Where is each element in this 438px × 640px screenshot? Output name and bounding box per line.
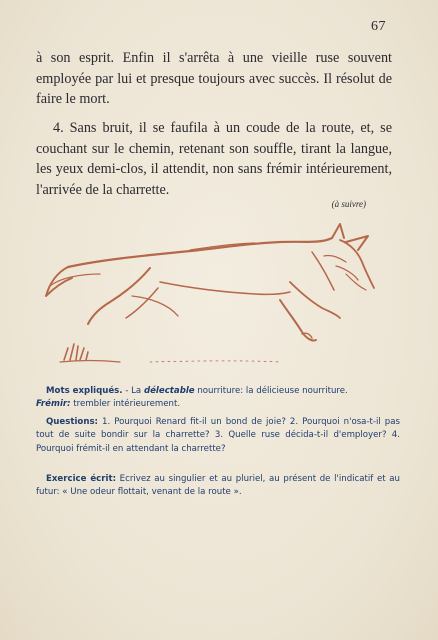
vocabulary-term: délectable <box>143 386 195 396</box>
written-exercise-block <box>36 473 400 500</box>
questions-block <box>36 416 400 456</box>
vocabulary-notes: Mots expliqués. - La délectable nourriture: la délicieuse nourriture. Frémir: trembler intérieurement. <box>36 386 348 410</box>
story-paragraph-2: 4. Sans bruit, il se faufila à un coude de la route, et, se couchant sur le chemin, retenant son souffle, tirant la langue, les yeux demi-clos, il attendit, non sans frémir intérieurement, l'arrivée de la charrette. <box>36 120 392 198</box>
questions-text: 1. Pourquoi Renard fit-il un bond de joie? 2. Pourquoi n'osa-t-il pas tout de suite bondir sur la charrette? 3. Quelle ruse décida-t-il d'employer? 4. Pourquoi frémit-il en attendant la charrette? <box>36 417 400 454</box>
to-be-continued-note: (à suivre) <box>331 199 366 209</box>
fox-lying-illustration <box>40 222 390 372</box>
exercise-text: Ecrivez au singulier et au pluriel, au présent de l'indicatif et au futur: « Une odeur flottait, venant de la route ». <box>36 474 400 498</box>
page-number: 67 <box>371 19 386 34</box>
vocabulary-term: Frémir: <box>36 399 71 410</box>
story-paragraph-1: à son esprit. Enfin il s'arrêta à une vieille ruse souvent employée par lui et presque toujours avec succès. Il résolut de faire le mort. <box>36 50 392 108</box>
vocabulary-heading: Mots expliqués. <box>46 386 123 396</box>
exercise-heading: Exercice écrit: <box>46 474 117 484</box>
questions-heading: Questions: <box>46 417 98 427</box>
